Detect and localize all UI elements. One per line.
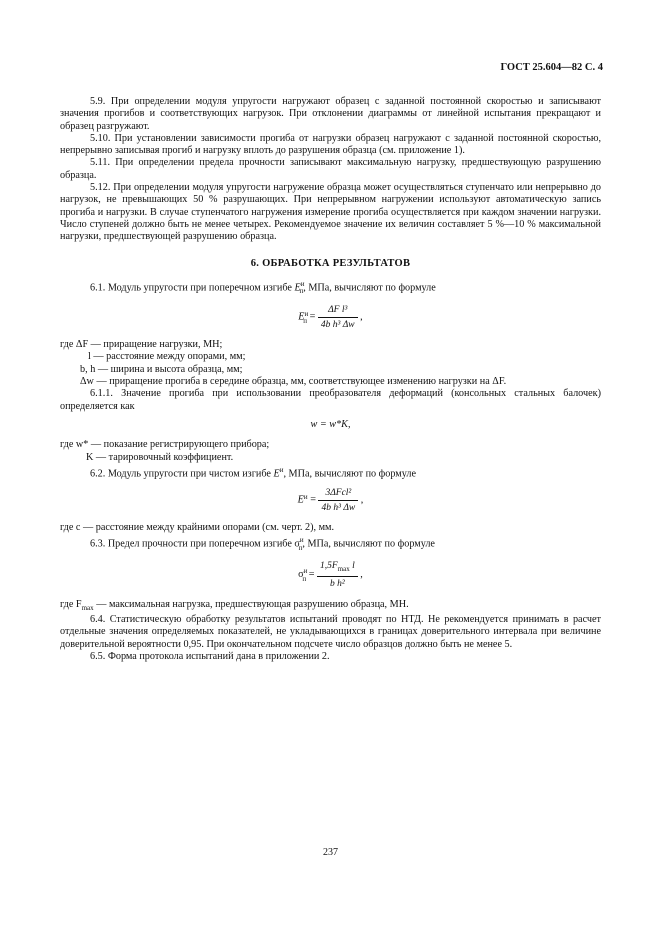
formula-modulus-pure: $E^и$ = $\frac{\text{3ΔFcl²}}{\text{4b h³ Δw}}$ , <box>297 487 364 513</box>
paragraph-5-9: 5.9. При определении модуля упругости нагружают образец с заданной постоянной скоростью и записывают значения прогибов и соответствующих нагрузок. При отклонении диаграммы от линейной испытания прекращают и образец разгружают. <box>60 96 601 132</box>
section-title: 6. ОБРАБОТКА РЕЗУЛЬТАТОВ <box>250 257 411 269</box>
paragraph-5-10: 5.10. При установлении зависимости прогиба от нагрузки образец нагружают с заданной постоянной скоростью, непрерывно записывая прогиб и нагрузку вплоть до разрушения образца (см. приложение 1). <box>60 132 601 157</box>
page-number: 237 <box>323 847 338 858</box>
paragraph-6-2: 6.2. Модуль упругости при чистом изгибе $E^и$, МПа, вычисляют по формуле <box>90 465 416 480</box>
paragraph-6-5: 6.5. Форма протокола испытаний дана в приложении 2. <box>90 650 330 662</box>
legend-2-line-2: K — тарировочный коэффициент. <box>86 451 234 463</box>
legend-1-line-1: где ΔF — приращение нагрузки, МН; <box>60 339 223 351</box>
formula-strength: $\sigma^и_п$ = $\frac{1,5F_{max} l}{\text{b h²}}$ , <box>298 561 363 590</box>
page-content <box>60 96 601 663</box>
legend-4: где $F_{max}$ — максимальная нагрузка, предшествующая разрушению образца, МН. <box>60 598 409 612</box>
standard-header: ГОСТ 25.604—82 С. 4 <box>500 62 603 73</box>
paragraph-5-12: 5.12. При определении модуля упругости нагружение образца может осуществляться ступенчато или непрерывно до нагрузок, не превышающих 50 % разрушающих. При непрерывном нагружении используют автоматическую запись прогиба и нагрузки. В случае ступенчатого нагружения измерение прогиба осуществляется при каждом значении нагрузки. Число ступеней должно быть не менее четырех. Рекомендуемое значение их величин составляет 5 %—10 % максимальной нагрузки, предшествующей разрушению образца. <box>60 182 601 243</box>
legend-1-line-2: l — расстояние между опорами, мм; <box>88 351 246 363</box>
legend-2-line-1: где w* — показание регистрирующего прибора; <box>60 439 270 451</box>
paragraph-5-11: 5.11. При определении предела прочности записывают максимальную нагрузку, предшествующую разрушению образца. <box>60 157 601 181</box>
formula-modulus-transverse: $E^и_п$ = $\frac{\text{ΔF l³}}{\text{4b h³ Δw}}$ , <box>298 304 363 330</box>
legend-1-line-3: b, h — ширина и высота образца, мм; <box>80 363 243 375</box>
paragraph-6-1-1: 6.1.1. Значение прогиба при использовании преобразователя деформаций (консольных стальных балочек) определяется как <box>60 388 601 412</box>
formula-deflection: w = w*K, <box>310 418 351 430</box>
legend-1-line-4: Δw — приращение прогиба в середине образца, мм, соответствующее изменению нагрузки на ΔF. <box>80 376 507 388</box>
paragraph-6-1: 6.1. Модуль упругости при поперечном изгибе $E^и_п$, МПа, вычисляют по формуле <box>90 279 436 296</box>
legend-3: где c — расстояние между крайними опорами (см. черт. 2), мм. <box>60 522 335 534</box>
paragraph-6-3: 6.3. Предел прочности при поперечном изгибе $\sigma^и_п$, МПа, вычисляют по формуле <box>90 536 435 552</box>
paragraph-6-4: 6.4. Статистическую обработку результатов испытаний проводят по НТД. Не рекомендуется принимать в расчет отдельные значения определяемых показателей, не укладывающихся в границах доверительного интервала при величине доверительной вероятности 0,95. При окончательном подсчете число образцов должно быть не менее 5. <box>60 613 601 650</box>
